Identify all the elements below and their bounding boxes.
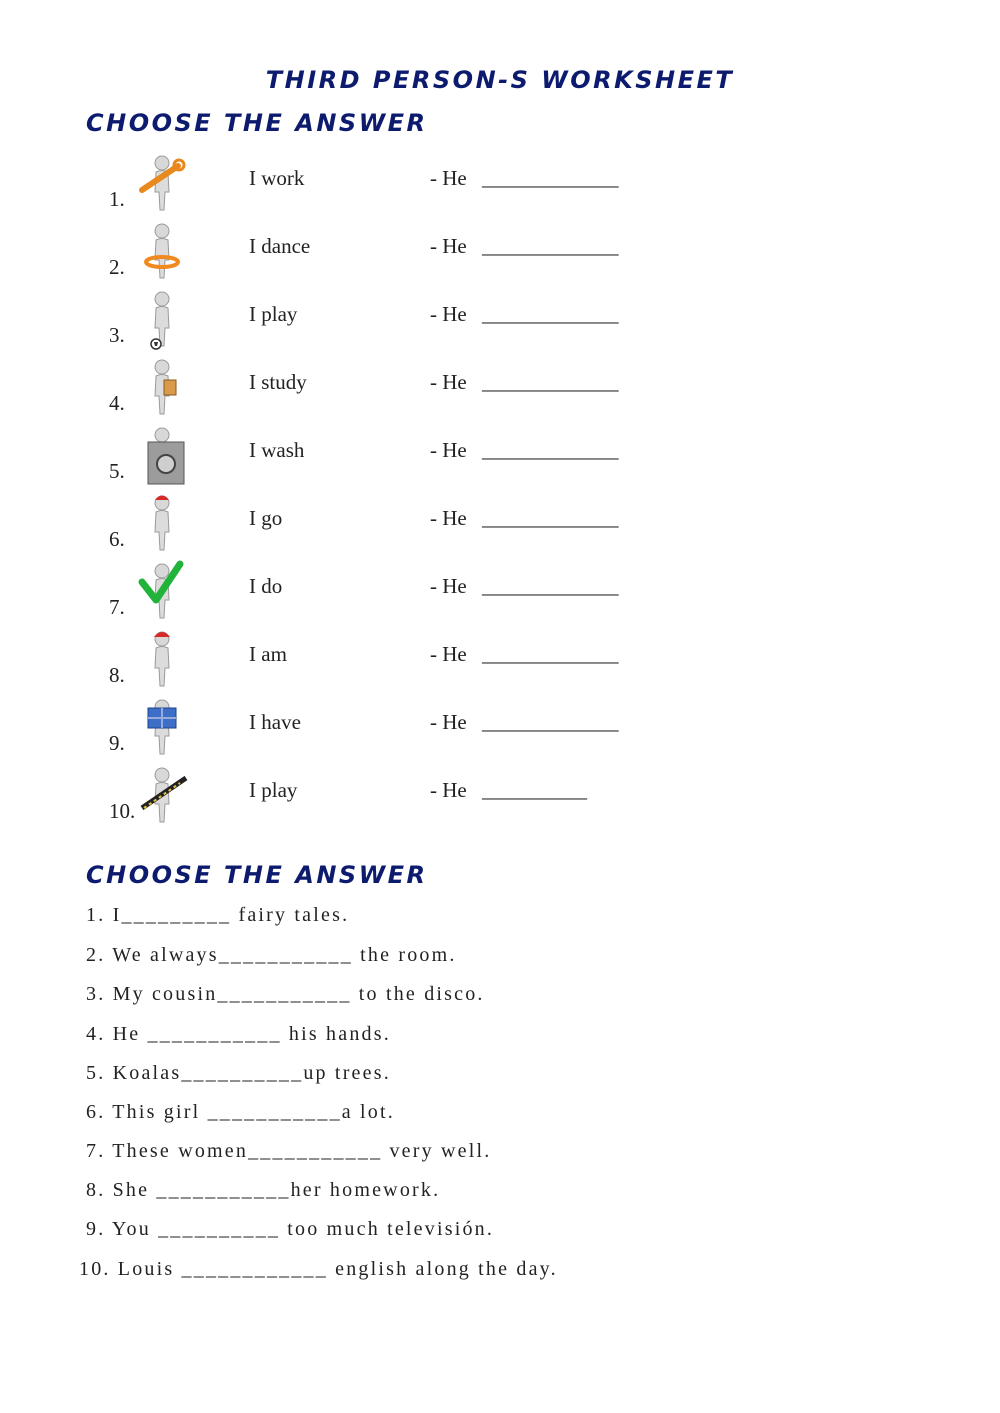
row-number: 5.: [109, 459, 125, 483]
he-label: - He: [430, 166, 467, 190]
row-number: 8.: [109, 663, 125, 687]
answer-blank[interactable]: _____________: [482, 302, 619, 326]
answer-blank[interactable]: _____________: [482, 438, 619, 462]
sentence-item: 1. I_________ fairy tales.: [86, 904, 350, 926]
verb-phrase: I dance: [249, 234, 311, 258]
answer-blank[interactable]: _____________: [482, 710, 619, 734]
verb-phrase: I do: [249, 574, 283, 598]
dancer-with-hoop-icon: [134, 220, 190, 282]
he-label: - He: [430, 574, 467, 598]
verb-phrase: I am: [249, 642, 287, 666]
verb-phrase: I study: [249, 370, 307, 394]
exercise-1-row: [0, 424, 1000, 492]
verb-phrase: I have: [249, 710, 301, 734]
answer-blank[interactable]: _____________: [482, 642, 619, 666]
section-2-heading: CHOOSE THE ANSWER: [86, 861, 428, 889]
walking-person-icon: [134, 492, 190, 554]
person-with-checkmark-icon: [134, 560, 190, 622]
answer-blank[interactable]: _____________: [482, 166, 619, 190]
exercise-1-row: [0, 764, 1000, 832]
verb-phrase: I play: [249, 302, 298, 326]
row-number: 3.: [109, 323, 125, 347]
exercise-1-row: [0, 220, 1000, 288]
verb-phrase: I play: [249, 778, 298, 802]
he-label: - He: [430, 710, 467, 734]
exercise-1-row: [0, 492, 1000, 560]
sentence-item: 2. We always___________ the room.: [86, 944, 457, 966]
person-with-gift-icon: [134, 696, 190, 758]
row-number: 1.: [109, 187, 125, 211]
he-label: - He: [430, 642, 467, 666]
section-1-heading: CHOOSE THE ANSWER: [86, 109, 428, 137]
standing-person-icon: [134, 628, 190, 690]
answer-blank[interactable]: _____________: [482, 370, 619, 394]
exercise-1-row: [0, 628, 1000, 696]
worksheet-title: THIRD PERSON-S WORKSHEET: [265, 66, 735, 94]
sentence-item: 9. You __________ too much televisión.: [86, 1218, 495, 1240]
football-player-icon: [134, 288, 190, 350]
row-number: 9.: [109, 731, 125, 755]
worker-with-wrench-icon: [134, 152, 190, 214]
row-number: 6.: [109, 527, 125, 551]
row-number: 7.: [109, 595, 125, 619]
row-number: 10.: [109, 799, 136, 823]
exercise-1-row: [0, 288, 1000, 356]
exercise-1-row: [0, 356, 1000, 424]
he-label: - He: [430, 370, 467, 394]
he-label: - He: [430, 234, 467, 258]
exercise-1-row: [0, 696, 1000, 764]
verb-phrase: I wash: [249, 438, 305, 462]
answer-blank[interactable]: __________: [482, 778, 587, 802]
guitar-player-icon: [134, 764, 190, 826]
exercise-1-row: [0, 152, 1000, 220]
sentence-item: 10. Louis ____________ english along the day.: [79, 1258, 558, 1280]
sentence-item: 7. These women___________ very well.: [86, 1140, 492, 1162]
row-number: 2.: [109, 255, 125, 279]
answer-blank[interactable]: _____________: [482, 506, 619, 530]
sentence-item: 3. My cousin___________ to the disco.: [86, 983, 485, 1005]
answer-blank[interactable]: _____________: [482, 234, 619, 258]
he-label: - He: [430, 438, 467, 462]
answer-blank[interactable]: _____________: [482, 574, 619, 598]
sentence-item: 6. This girl ___________a lot.: [86, 1101, 395, 1123]
verb-phrase: I go: [249, 506, 283, 530]
sentence-item: 8. She ___________her homework.: [86, 1179, 441, 1201]
sentence-item: 5. Koalas__________up trees.: [86, 1062, 391, 1084]
verb-phrase: I work: [249, 166, 305, 190]
he-label: - He: [430, 302, 467, 326]
he-label: - He: [430, 778, 467, 802]
washing-machine-icon: [134, 424, 190, 486]
student-with-book-icon: [134, 356, 190, 418]
sentence-item: 4. He ___________ his hands.: [86, 1023, 391, 1045]
exercise-1-row: [0, 560, 1000, 628]
he-label: - He: [430, 506, 467, 530]
row-number: 4.: [109, 391, 125, 415]
